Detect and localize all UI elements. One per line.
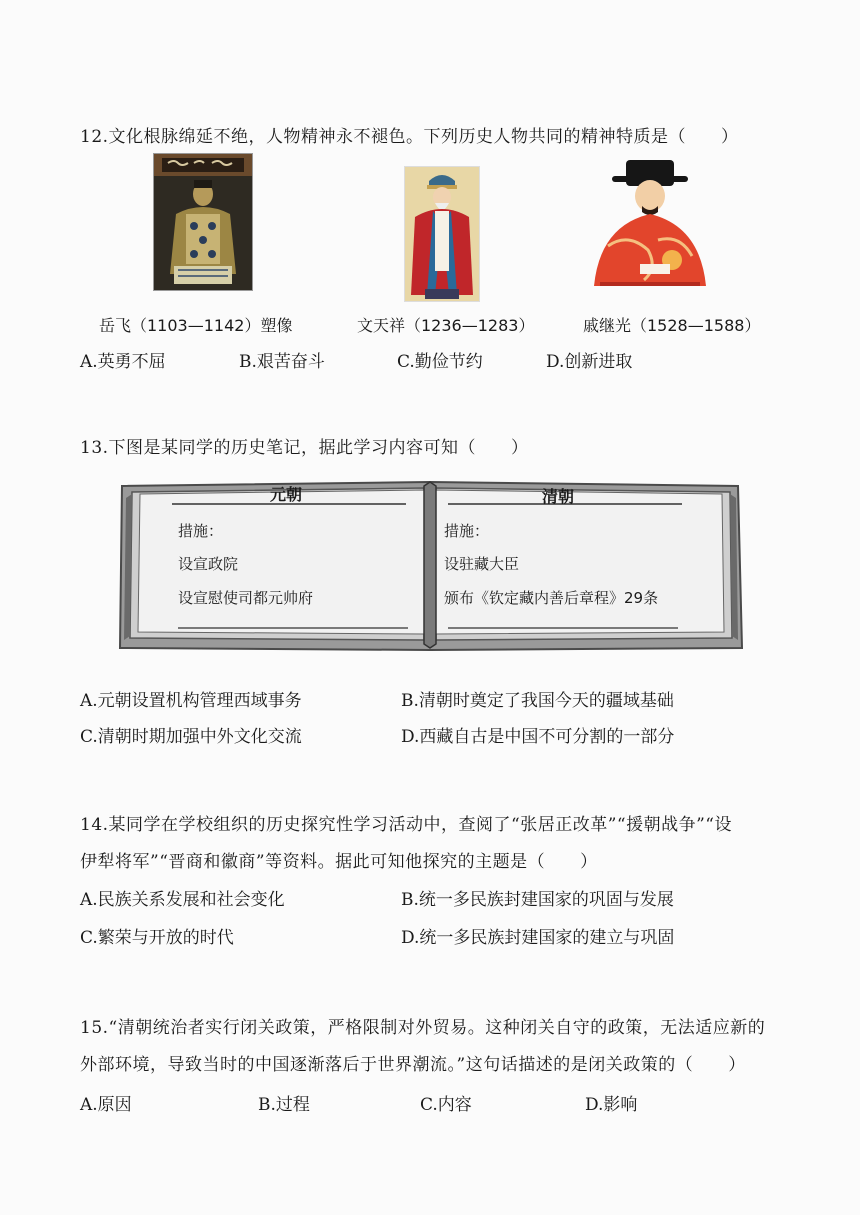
q14-stem-line2: 伊犁将军”“晋商和徽商”等资料。据此可知他探究的主题是（ ）	[80, 852, 598, 872]
q15-option-a[interactable]: A.原因	[80, 1095, 132, 1115]
history-notes-book	[118, 478, 744, 654]
wen-tianxiang-caption: 文天祥（1236—1283）	[357, 316, 535, 335]
q14-option-a[interactable]: A.民族关系发展和社会变化	[80, 890, 285, 910]
yuan-measure-item: 设宣慰使司都元帅府	[178, 589, 314, 607]
q15-stem-line2: 外部环境，导致当时的中国逐渐落后于世界潮流。”这句话描述的是闭关政策的（ ）	[80, 1055, 746, 1075]
yuan-dynasty-title: 元朝	[270, 485, 303, 504]
yue-fei-caption: 岳飞（1103—1142）塑像	[99, 316, 293, 335]
q14-stem-line1: 14.某同学在学校组织的历史探究性学习活动中，查阅了“张居正改革”“援朝战争”“设	[80, 815, 732, 835]
yuan-measure-item: 设宣政院	[178, 555, 239, 573]
q14-option-d[interactable]: D.统一多民族封建国家的建立与巩固	[401, 928, 675, 948]
wen-tianxiang-portrait-image	[404, 166, 480, 302]
q15-stem-line1: 15.“清朝统治者实行闭关政策，严格限制对外贸易。这种闭关自守的政策，无法适应新的	[80, 1018, 766, 1038]
q14-option-c[interactable]: C.繁荣与开放的时代	[80, 928, 234, 948]
qing-dynasty-title: 清朝	[542, 487, 575, 506]
q12-stem: 12.文化根脉绵延不绝，人物精神永不褪色。下列历史人物共同的精神特质是（ ）	[80, 127, 739, 147]
q15-option-c[interactable]: C.内容	[420, 1095, 472, 1115]
qing-measure-item: 设驻藏大臣	[444, 555, 520, 573]
qing-measures-heading: 措施：	[444, 522, 490, 540]
yuan-measures-heading: 措施：	[178, 522, 224, 540]
q13-option-a[interactable]: A.元朝设置机构管理西域事务	[80, 691, 302, 711]
q12-option-b[interactable]: B.艰苦奋斗	[239, 352, 325, 372]
q13-option-d[interactable]: D.西藏自古是中国不可分割的一部分	[401, 727, 675, 747]
q12-option-d[interactable]: D.创新进取	[546, 352, 633, 372]
yue-fei-statue-image	[153, 153, 253, 291]
q13-stem: 13.下图是某同学的历史笔记，据此学习内容可知（ ）	[80, 438, 529, 458]
qi-jiguang-portrait-image	[588, 156, 712, 296]
qi-jiguang-caption: 戚继光（1528—1588）	[583, 316, 761, 335]
q12-option-c[interactable]: C.勤俭节约	[397, 352, 483, 372]
qing-measure-item: 颁布《钦定藏内善后章程》29条	[444, 589, 659, 607]
q14-option-b[interactable]: B.统一多民族封建国家的巩固与发展	[401, 890, 674, 910]
q13-option-b[interactable]: B.清朝时奠定了我国今天的疆域基础	[401, 691, 674, 711]
q15-option-b[interactable]: B.过程	[258, 1095, 310, 1115]
q12-option-a[interactable]: A.英勇不屈	[80, 352, 166, 372]
q13-option-c[interactable]: C.清朝时期加强中外文化交流	[80, 727, 302, 747]
q15-option-d[interactable]: D.影响	[585, 1095, 638, 1115]
